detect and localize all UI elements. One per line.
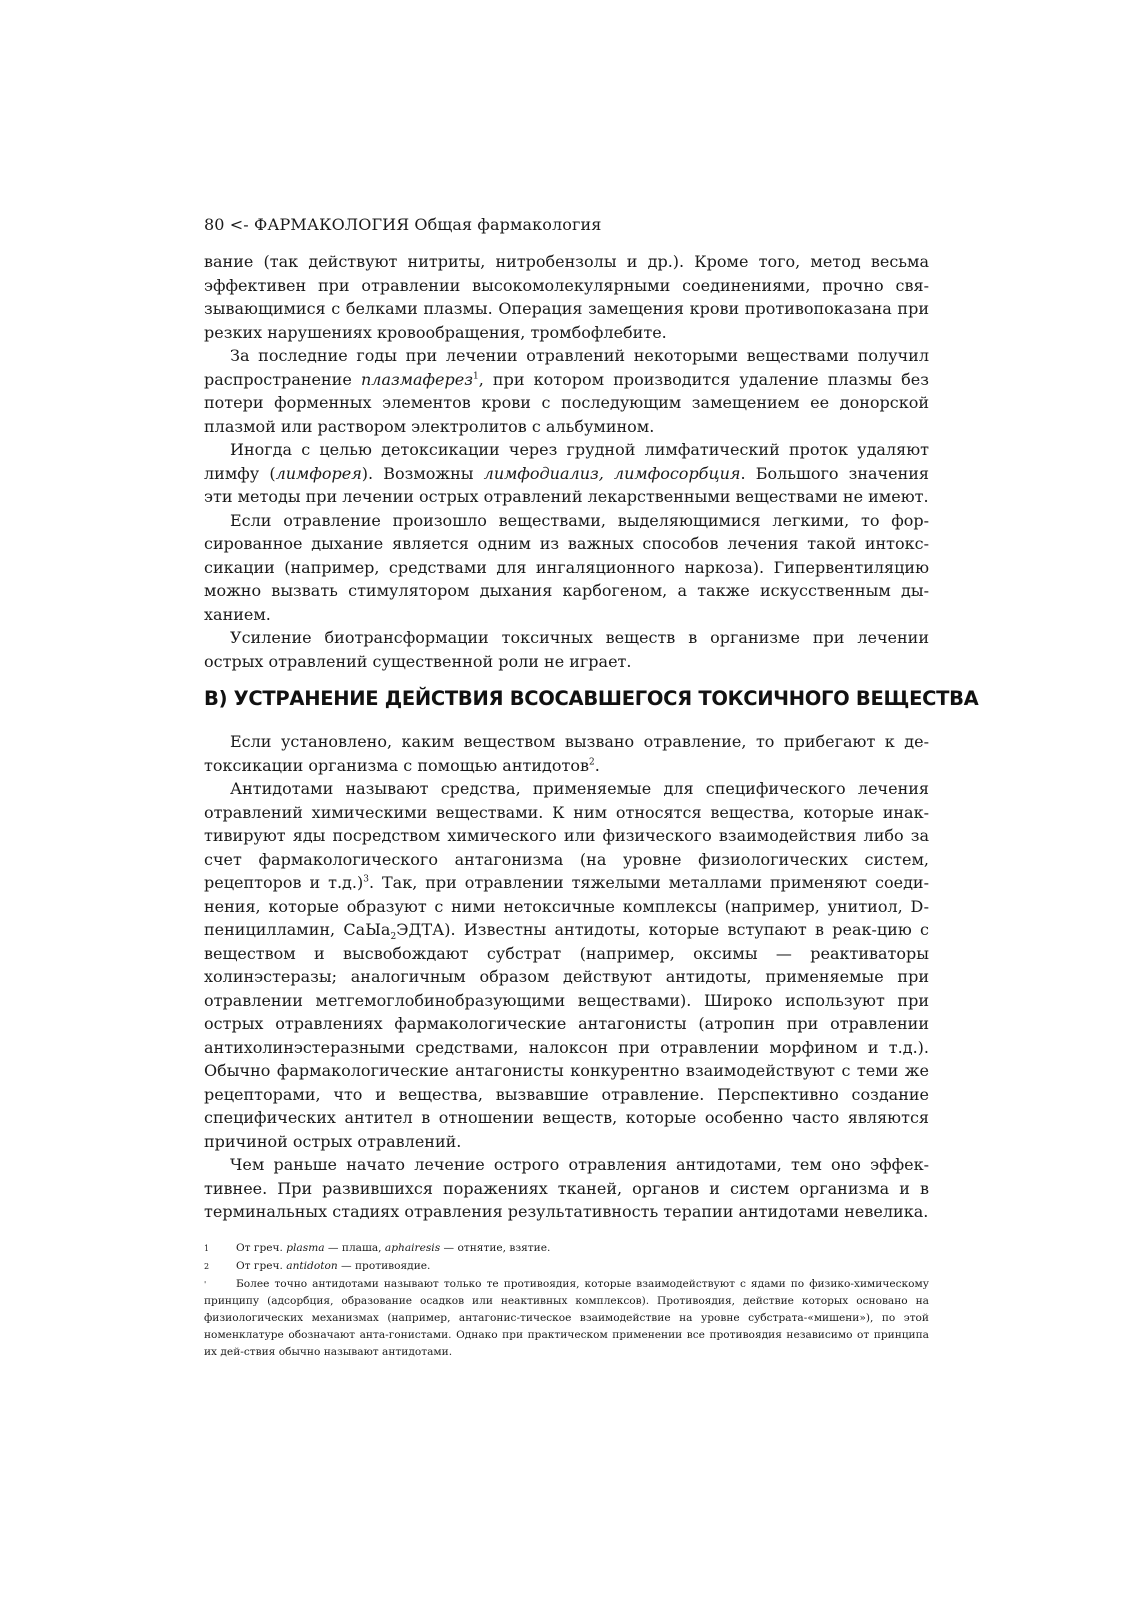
subscript: 2 xyxy=(390,932,397,943)
paragraph-text: . Большого значения эти методы при лечении острых отравлений лекарственными веществами не имеют. xyxy=(204,463,929,506)
footnote-text: — плаша, xyxy=(324,1242,385,1254)
paragraph-text: Антидотами называют средства, применяемые для специфического лечения отравлений химическими веществами. К ним относятся вещества, которые инак-тивируют яды посредством химического или физического взаимодействия либо за счет фармакологического антагонизма (на уровне физиологических систем, рецепторов и т.д.) xyxy=(204,779,929,892)
paragraph xyxy=(204,626,929,673)
footnote-mark: 2 xyxy=(204,1261,210,1271)
paragraph xyxy=(204,1153,929,1224)
footnote xyxy=(204,1276,929,1361)
footnote-text: — отнятие, взятие. xyxy=(440,1242,551,1254)
paragraph-text: За последние годы при лечении отравлений некоторыми веществами получил распространение xyxy=(204,346,929,389)
footnote-term: plasma xyxy=(286,1242,325,1254)
paragraph-text: ЭДТА). Известны антидоты, которые вступают в реак-цию с веществом и высвобождают субстрат (например, оксимы — реактиваторы холинэстеразы; аналогичным образом действуют антидоты, применяемые при отравлении метгемоглобинобразующими веществами). Широко используют при острых отравлениях фармакологические антагонисты (атропин при отравлении антихолинэстеразными средствами, налоксон при отравлении морфином и т.д.). Обычно фармакологические антагонисты конкурентно взаимодействуют с теми же рецепторами, что и вещества, вызвавшие отравление. Перспективно создание специфических антител в отношении веществ, которые особенно часто являются причиной острых отравлений. xyxy=(204,920,930,1151)
footnote-text: От греч. xyxy=(236,1242,287,1254)
footnote-mark: 1 xyxy=(204,1244,210,1253)
paragraph xyxy=(204,730,929,777)
paragraph-text: вание (так действуют нитриты, нитробензолы и др.). Кроме того, метод весьма эффективен при отравлении высокомолекулярными соединениями, прочно свя-зывающимися с белками плазмы. Операция замещения крови противопоказана при резких нарушениях кровообращения, тромбофлебите. xyxy=(204,252,929,342)
footnote-text: От греч. xyxy=(236,1259,287,1272)
body-text-upper xyxy=(204,250,929,673)
footnote xyxy=(204,1258,929,1276)
paragraph-text: Иногда с целью детоксикации через грудной лимфатический проток удаляют лимфу ( xyxy=(204,440,929,483)
paragraph-text: . xyxy=(594,755,600,775)
footnote xyxy=(204,1240,929,1258)
paragraph xyxy=(204,344,929,438)
paragraph xyxy=(204,777,929,1153)
paragraph-text: Чем раньше начато лечение острого отравления антидотами, тем оно эффек-тивнее. При развившихся поражениях тканей, органов и систем организма и в терминальных стадиях отравления результативность терапии антидотами невелика. xyxy=(204,1155,929,1221)
emphasis-term: лимфодиализ, лимфосорбция xyxy=(483,463,741,483)
footnotes xyxy=(204,1240,929,1361)
footnote-text: — противоядие. xyxy=(337,1259,431,1272)
paragraph-text: Если установлено, каким веществом вызвано отравление, то прибегают к де-токсикации организма с помощью антидотов xyxy=(204,732,929,775)
paragraph-text: , при котором производится удаление плазмы без потери форменных элементов крови с последующим замещением ее донорской плазмой или раствором электролитов с альбумином. xyxy=(204,369,929,436)
emphasis-term: лимфорея xyxy=(275,463,362,483)
running-header: 80 <- ФАРМАКОЛОГИЯ Общая фармакология xyxy=(204,215,602,234)
emphasis-term: плазмаферез xyxy=(360,369,473,389)
footnote-ref: 1 xyxy=(472,371,479,382)
paragraph-text: . Так, при отравлении тяжелыми металлами применяют соеди-нения, которые образуют с ними нетоксичные комплексы (например, унитиол, D-пеницилламин, СаЫа xyxy=(204,873,929,939)
footnote-term: aphairesis xyxy=(384,1242,441,1254)
paragraph-text: Если отравление произошло веществами, выделяющимися легкими, то фор-сированное дыхание является одним из важных способов лечения такой интокс-сикации (например, средствами для ингаляционного наркоза). Гипервентиляцию можно вызвать стимулятором дыхания карбогеном, а также искусственным ды-ханием. xyxy=(204,510,929,624)
paragraph xyxy=(204,509,929,627)
footnote-term: antidoton xyxy=(286,1259,338,1272)
paragraph xyxy=(204,250,929,344)
paragraph xyxy=(204,438,929,509)
paragraph-text: Усиление биотрансформации токсичных веществ в организме при лечении острых отравлений существенной роли не играет. xyxy=(204,628,929,671)
body-text-lower xyxy=(204,730,929,1224)
footnote-ref: 3 xyxy=(363,874,369,885)
section-heading: В) УСТРАНЕНИЕ ДЕЙСТВИЯ ВСОСАВШЕГОСЯ ТОКСИЧНОГО ВЕЩЕСТВА xyxy=(204,687,979,710)
paragraph-text: ). Возможны xyxy=(361,463,484,483)
footnote-ref: 2 xyxy=(589,757,595,768)
footnote-mark: ' xyxy=(204,1279,207,1289)
footnote-text: Более точно антидотами называют только те противоядия, которые взаимодействуют с ядами по физико-химическому принципу (адсорбция, образование осадков или неактивных комплексов). Противоядия, действие которых основано на физиологических механизмах (например, антагонис-тическое взаимодействие на уровне субстрата-«мишени»), по этой номенклатуре обозначают анта-гонистами. Однако при практическом применении все противоядия независимо от принципа их дей-ствия обычно называют антидотами. xyxy=(204,1277,929,1358)
